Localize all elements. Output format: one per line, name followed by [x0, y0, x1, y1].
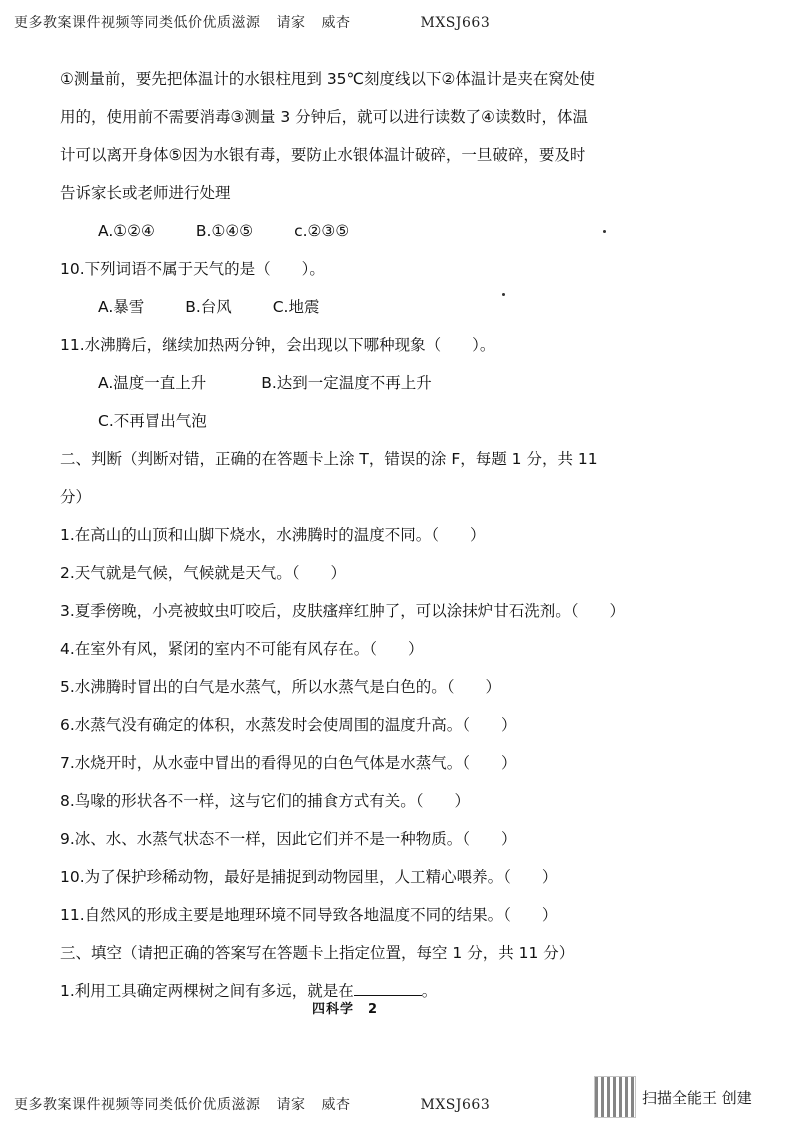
section-2-title-cont: 分） — [60, 488, 92, 506]
pen-mark — [603, 230, 606, 233]
watermark-code: MXSJ663 — [420, 1097, 491, 1113]
section-2-title: 二、判断（判断对错，正确的在答题卡上涂 T，错误的涂 F，每题 1 分，共 11 — [60, 450, 598, 468]
watermark-text: 更多教案课件视频等同类低价优质滋源 — [14, 1097, 261, 1113]
watermark-contact-prefix: 请家 — [276, 15, 306, 31]
question-11-options-row-1 — [60, 364, 750, 402]
option-c: c.②③⑤ — [294, 222, 350, 240]
question-11-stem: 11.水沸腾后，继续加热两分钟，会出现以下哪种现象（ ）。 — [60, 336, 496, 354]
question-9-line-4: 告诉家长或老师进行处理 — [60, 184, 231, 202]
question-10-options — [60, 288, 750, 326]
watermark-contact-name: 威杏 — [321, 15, 351, 31]
judgement-item-8: 8.鸟喙的形状各不一样，这与它们的捕食方式有关。（ ） — [60, 792, 471, 810]
section-3-title: 三、填空（请把正确的答案写在答题卡上指定位置，每空 1 分，共 11 分） — [60, 944, 575, 962]
option-c: C.不再冒出气泡 — [98, 412, 207, 430]
option-c: C.地震 — [272, 298, 320, 316]
question-11 — [60, 326, 750, 440]
judgement-item-3: 3.夏季傍晚，小亮被蚊虫叮咬后，皮肤瘙痒红肿了，可以涂抹炉甘石洗剂。（ ） — [60, 602, 626, 620]
option-b: B.台风 — [185, 298, 232, 316]
page-number: 四科学 2 — [312, 1002, 379, 1017]
fill-item-1-prefix: 1.利用工具确定两棵树之间有多远，就是在 — [60, 982, 354, 1000]
judgement-item-4: 4.在室外有风，紧闭的室内不可能有风存在。（ ） — [60, 640, 424, 658]
top-watermark — [14, 12, 490, 32]
pen-mark — [502, 293, 505, 296]
question-11-options-row-2 — [60, 402, 750, 440]
question-10-stem: 10.下列词语不属于天气的是（ ）。 — [60, 260, 325, 278]
fill-item-1-suffix: 。 — [421, 982, 438, 1000]
judgement-item-6: 6.水蒸气没有确定的体积，水蒸发时会使周围的温度升高。（ ） — [60, 716, 517, 734]
watermark-code: MXSJ663 — [420, 15, 491, 31]
fill-item-1 — [60, 972, 750, 1010]
judgement-item-5: 5.水沸腾时冒出的白气是水蒸气，所以水蒸气是白色的。（ ） — [60, 678, 502, 696]
scanner-badge — [594, 1076, 752, 1118]
watermark-contact-prefix: 请家 — [276, 1097, 306, 1113]
question-9-line-1: ①测量前，要先把体温计的水银柱甩到 35℃刻度线以下②体温计是夹在窝处使 — [60, 70, 595, 88]
judgement-item-11: 11.自然风的形成主要是地理环境不同导致各地温度不同的结果。（ ） — [60, 906, 558, 924]
section-judgement — [60, 440, 750, 934]
watermark-text: 更多教案课件视频等同类低价优质滋源 — [14, 15, 261, 31]
judgement-item-9: 9.冰、水、水蒸气状态不一样，因此它们并不是一种物质。（ ） — [60, 830, 517, 848]
question-9 — [60, 60, 750, 250]
question-10 — [60, 250, 750, 326]
judgement-item-2: 2.天气就是气候，气候就是天气。（ ） — [60, 564, 347, 582]
option-b: B.达到一定温度不再上升 — [261, 374, 432, 392]
section-fill-blank — [60, 934, 750, 1010]
judgement-item-10: 10.为了保护珍稀动物，最好是捕捉到动物园里，人工精心喂养。（ ） — [60, 868, 558, 886]
question-9-line-2: 用的，使用前不需要消毒③测量 3 分钟后，就可以进行读数了④读数时，体温 — [60, 108, 589, 126]
watermark-contact-name: 威杏 — [321, 1097, 351, 1113]
option-a: A.暴雪 — [98, 298, 145, 316]
exam-page — [60, 60, 750, 1010]
option-a: A.①②④ — [98, 222, 155, 240]
bottom-watermark — [14, 1094, 490, 1114]
qr-code-icon — [594, 1076, 636, 1118]
question-9-line-3: 计可以离开身体⑤因为水银有毒，要防止水银体温计破碎，一旦破碎，要及时 — [60, 146, 586, 164]
scanner-label: 扫描全能王 创建 — [642, 1088, 752, 1107]
question-9-options — [60, 212, 750, 250]
judgement-item-7: 7.水烧开时，从水壶中冒出的看得见的白色气体是水蒸气。（ ） — [60, 754, 517, 772]
option-b: B.①④⑤ — [195, 222, 254, 240]
option-a: A.温度一直上升 — [98, 374, 207, 392]
judgement-item-1: 1.在高山的山顶和山脚下烧水，水沸腾时的温度不同。（ ） — [60, 526, 486, 544]
answer-blank — [354, 979, 422, 996]
